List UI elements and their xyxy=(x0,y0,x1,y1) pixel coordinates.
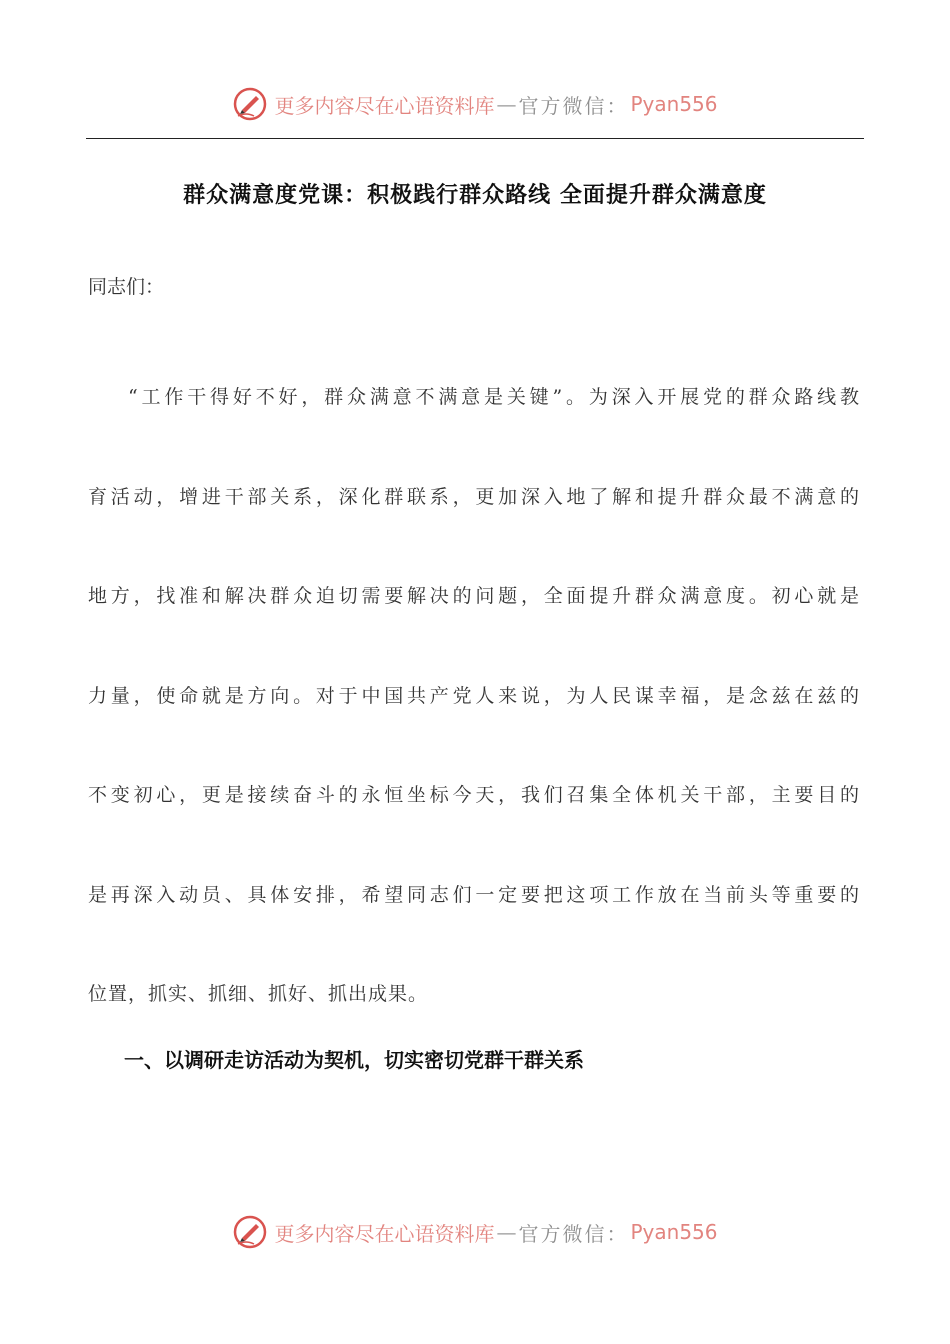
watermark-label: 官方微信： xyxy=(518,93,629,118)
watermark-dash: — xyxy=(496,92,517,116)
paragraph-line: 位置，抓实、抓细、抓好、抓出成果。 xyxy=(88,983,429,1005)
paragraph-line: 不变初心，更是接续奋斗的永恒坐标今天，我们召集全体机关干部，主要目的 xyxy=(88,784,860,806)
watermark-brand: 更多内容尽在心语资料库 xyxy=(274,93,495,118)
document-title: 群众满意度党课：积极践行群众路线 全面提升群众满意度 xyxy=(183,183,767,208)
footer-watermark xyxy=(0,1210,950,1254)
pen-logo-icon xyxy=(232,1214,268,1250)
paragraph-line: 地方，找准和解决群众迫切需要解决的问题，全面提升群众满意度。初心就是 xyxy=(88,585,860,607)
pen-logo-icon xyxy=(232,86,268,122)
watermark-label: 官方微信： xyxy=(518,1221,629,1246)
paragraph-line: “工作干得好不好，群众满意不满意是关键”。为深入开展党的群众路线教 xyxy=(128,386,860,408)
header-divider xyxy=(86,138,864,139)
paragraph-line: 是再深入动员、具体安排，希望同志们一定要把这项工作放在当前头等重要的 xyxy=(88,883,860,906)
section-heading: 一、以调研走访活动为契机，切实密切党群干群关系 xyxy=(124,1048,584,1072)
watermark-dash: — xyxy=(496,1220,517,1244)
body-paragraph xyxy=(88,348,860,1045)
watermark-brand: 更多内容尽在心语资料库 xyxy=(274,1221,495,1246)
salutation: 同志们： xyxy=(88,276,165,298)
watermark-handle: Pyan556 xyxy=(630,92,718,116)
watermark-handle: Pyan556 xyxy=(630,1220,718,1244)
paragraph-line: 育活动，增进干部关系，深化群联系，更加深入地了解和提升群众最不满意的 xyxy=(88,485,860,508)
header-watermark xyxy=(0,82,950,126)
paragraph-line: 力量，使命就是方向。对于中国共产党人来说，为人民谋幸福，是念兹在兹的 xyxy=(88,684,860,707)
